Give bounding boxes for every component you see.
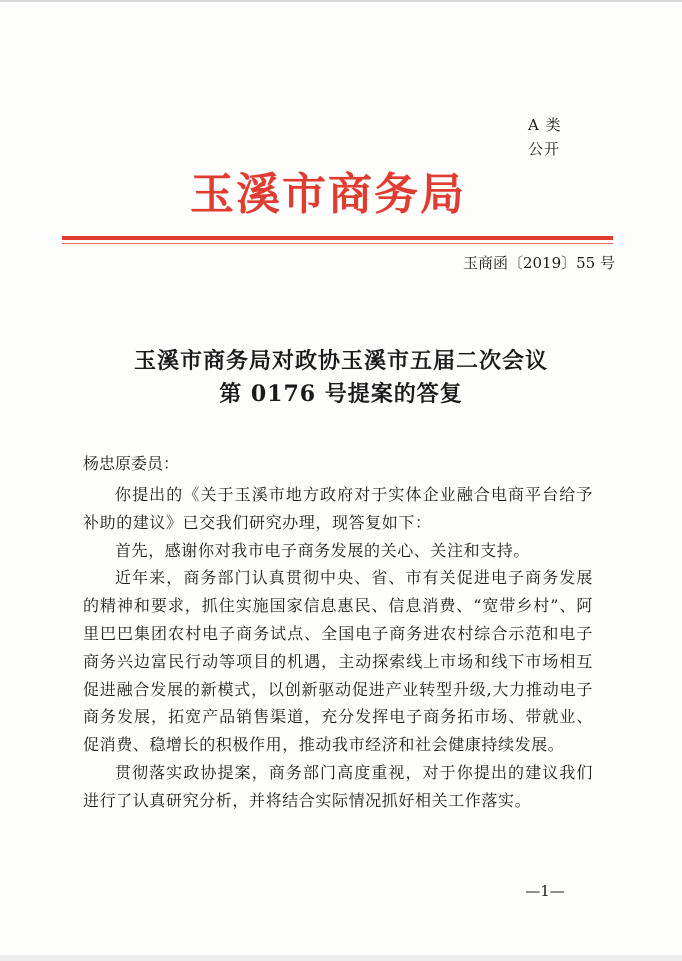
document-number: 玉商函〔2019〕55 号 xyxy=(462,254,615,272)
scan-edge-bottom xyxy=(0,955,682,961)
masthead-agency-name: 玉溪市商务局 xyxy=(190,169,466,220)
classification-category: A 类 xyxy=(528,116,562,134)
masthead-red-rule-thin xyxy=(62,243,613,244)
masthead-red-rule xyxy=(62,236,613,240)
salutation: 杨忠原委员： xyxy=(83,454,180,473)
title-line-1: 玉溪市商务局对政协玉溪市五届二次会议 xyxy=(133,348,548,374)
paragraph-2: 首先，感谢你对我市电子商务发展的关心、关注和支持。 xyxy=(115,540,531,560)
paragraph-1: 你提出的《关于玉溪市地方政府对于实体企业融合电商平台给予补助的建议》已交我们研究办理，现答复如下： xyxy=(83,485,593,532)
scan-edge-top xyxy=(0,0,682,2)
body-text xyxy=(83,481,593,815)
paragraph-4: 贯彻落实政协提案，商务部门高度重视，对于你提出的建议我们进行了认真研究分析，并将结合实际情况抓好相关工作落实。 xyxy=(83,762,593,810)
classification-disclosure: 公开 xyxy=(528,140,561,158)
page-number: —1— xyxy=(525,882,565,900)
document-title xyxy=(60,345,622,411)
title-line-2: 第 0176 号提案的答复 xyxy=(219,381,463,407)
classification-block xyxy=(528,113,608,161)
paragraph-3: 近年来，商务部门认真贯彻中央、省、市有关促进电子商务发展的精神和要求，抓住实施国家信息惠民、信息消费、“宽带乡村”、阿里巴巴集团农村电子商务试点、全国电子商务进农村综合示范和电子商务兴边富民行动等项目的机遇，主动探索线上市场和线下市场相互促进融合发展的新模式，以创新驱动促进产业转型升级,大力推动电子商务发展，拓宽产品销售渠道，充分发挥电子商务拓市场、带就业、促消费、稳增长的积极作用，推动我市经济和社会健康持续发展。 xyxy=(83,568,593,755)
